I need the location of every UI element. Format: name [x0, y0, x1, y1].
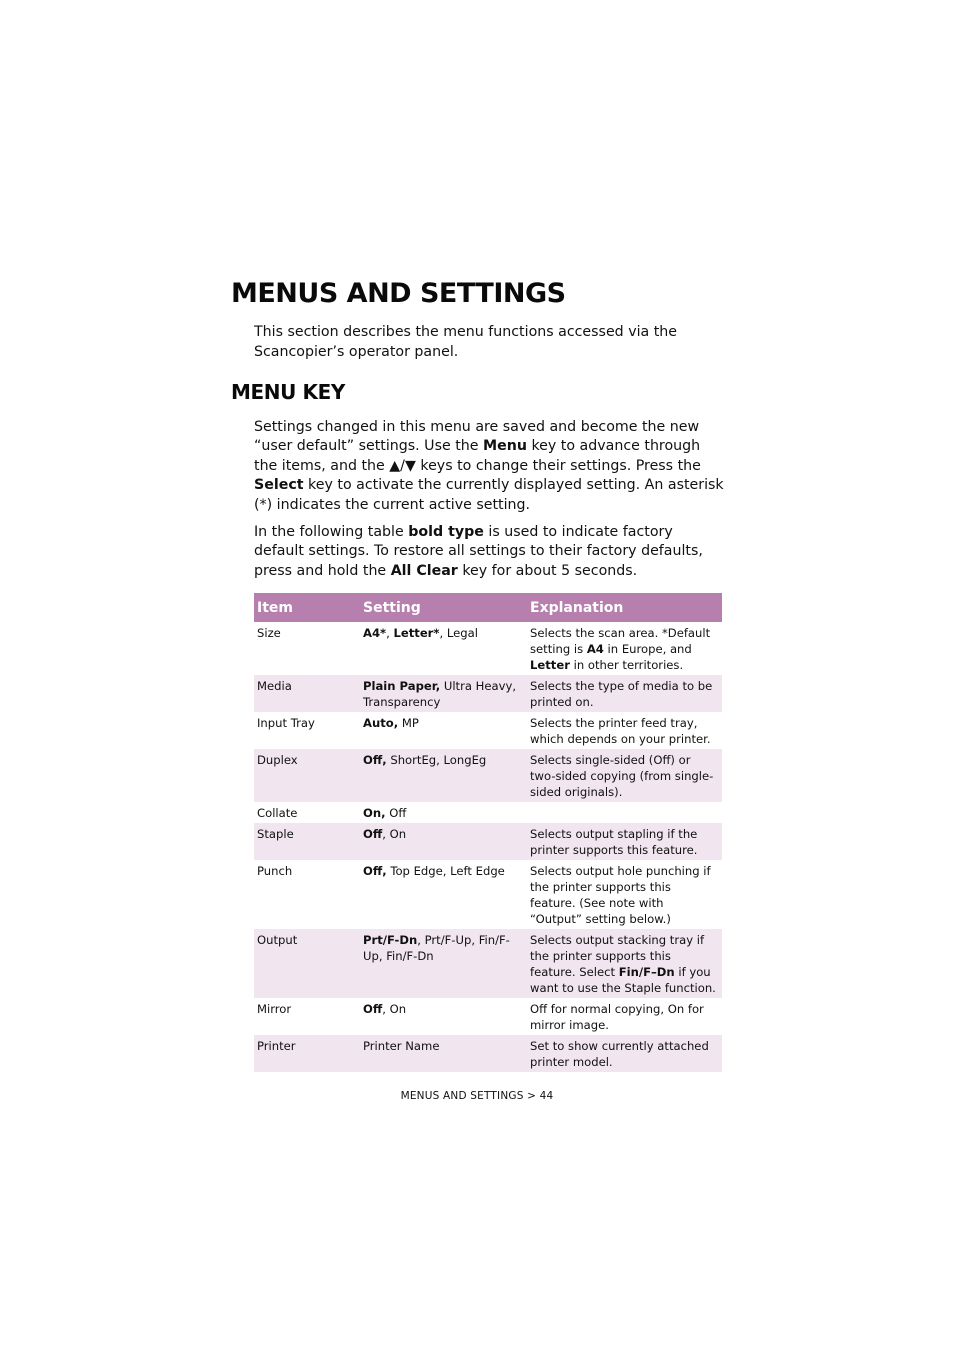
- cell-setting: Off, On: [360, 823, 527, 860]
- table-row: [254, 622, 722, 675]
- table-header-row: [254, 593, 722, 622]
- header-item: Item: [254, 593, 360, 622]
- table-row: [254, 860, 722, 929]
- cell-setting: A4*, Letter*, Legal: [363, 626, 478, 640]
- cell-item: Printer: [254, 1035, 360, 1072]
- cell-item: Staple: [254, 823, 360, 860]
- cell-setting: Auto, MP: [363, 716, 419, 730]
- cell-setting: Off, On: [363, 1002, 407, 1016]
- cell-setting: Prt/F-Dn, Prt/F-Up, Fin/F-Up, Fin/F-Dn: [360, 929, 527, 998]
- cell-explanation: Selects the printer feed tray, which depends on your printer.: [530, 716, 711, 746]
- settings-table: [254, 593, 722, 1072]
- table-row: [254, 823, 722, 860]
- table-body: [254, 622, 722, 1072]
- cell-setting: Off, ShortEg, LongEg: [360, 749, 527, 802]
- header-setting: Setting: [360, 593, 527, 622]
- cell-explanation: Selects single-sided (Off) or two-sided copying (from single-sided originals).: [527, 749, 722, 802]
- cell-setting: Printer Name: [360, 1035, 527, 1072]
- cell-item: Output: [254, 929, 360, 998]
- header-explanation: Explanation: [527, 593, 722, 622]
- table-row: [254, 675, 722, 712]
- cell-item: Collate: [257, 806, 298, 820]
- cell-item: Size: [257, 626, 281, 640]
- menu-key-description: Settings changed in this menu are saved and become the new “user default” settings. Use the Menu key to advance through the items, and the ▲/▼ keys to change their settings. Press the Select key to activate the currently displayed setting. An asterisk (*) indicates the current active setting.: [254, 419, 724, 513]
- cell-explanation: Selects output stapling if the printer supports this feature.: [527, 823, 722, 860]
- cell-explanation: [527, 802, 722, 823]
- cell-item: Mirror: [257, 1002, 292, 1016]
- cell-explanation: Selects the scan area. *Default setting is A4 in Europe, and Letter in other territories.: [530, 626, 711, 672]
- page-title: MENUS AND SETTINGS: [231, 278, 566, 309]
- table-row: [254, 929, 722, 998]
- page-footer: MENUS AND SETTINGS > 44: [400, 1090, 554, 1102]
- cell-item: Input Tray: [257, 716, 315, 730]
- table-row: [254, 802, 722, 823]
- cell-explanation: Off for normal copying, On for mirror image.: [530, 1002, 704, 1032]
- cell-item: Duplex: [254, 749, 360, 802]
- intro-paragraph: This section describes the menu functions accessed via the Scancopier’s operator panel.: [254, 324, 678, 360]
- table-row: [254, 1035, 722, 1072]
- factory-defaults-note: In the following table bold type is used to indicate factory default settings. To restore all settings to their factory defaults, press and hold the All Clear key for about 5 seconds.: [254, 524, 703, 579]
- cell-item: Punch: [257, 864, 293, 878]
- table-row: [254, 712, 722, 749]
- cell-setting: Off, Top Edge, Left Edge: [363, 864, 505, 878]
- cell-explanation: Set to show currently attached printer model.: [527, 1035, 722, 1072]
- table-row: [254, 998, 722, 1035]
- cell-setting: On, Off: [363, 806, 407, 820]
- cell-explanation: Selects the type of media to be printed on.: [527, 675, 722, 712]
- section-heading: MENU KEY: [231, 380, 345, 404]
- table-row: [254, 749, 722, 802]
- cell-setting: Plain Paper, Ultra Heavy, Transparency: [360, 675, 527, 712]
- cell-explanation: Selects output hole punching if the printer supports this feature. (See note with “Output” setting below.): [530, 864, 711, 926]
- cell-explanation: Selects output stacking tray if the printer supports this feature. Select Fin/F–Dn if you want to use the Staple function.: [527, 929, 722, 998]
- cell-item: Media: [254, 675, 360, 712]
